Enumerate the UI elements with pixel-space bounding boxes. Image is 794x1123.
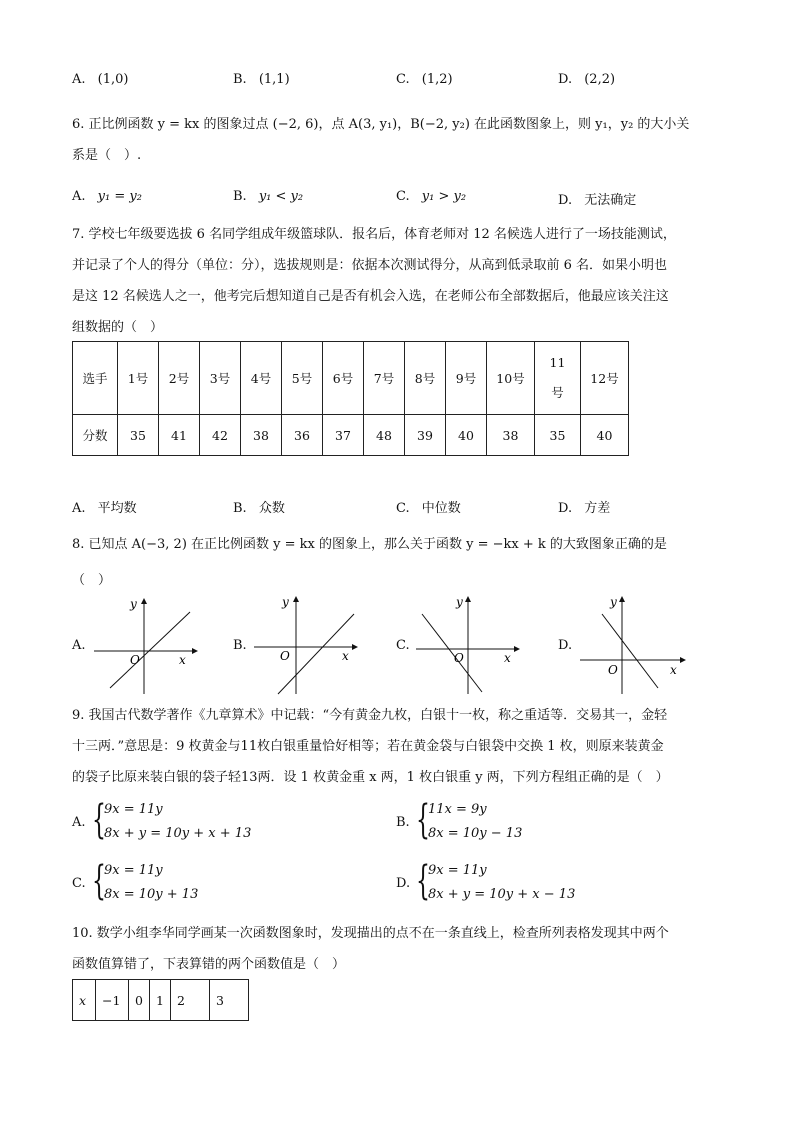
- y-axis-arrow: [619, 596, 625, 602]
- question-10-stem: [72, 918, 732, 980]
- cell-text: 11号: [549, 355, 566, 400]
- option-label: A.: [72, 815, 86, 830]
- brace-icon: {: [92, 797, 106, 843]
- q5-option-a[interactable]: [72, 72, 129, 87]
- question-8-stem: [72, 527, 732, 599]
- origin-label: O: [280, 649, 290, 663]
- option-label: D.: [558, 501, 573, 516]
- table-cell: 2: [171, 980, 210, 1021]
- option-value: y₁ = y₂: [97, 189, 142, 204]
- table-cell: 41: [159, 415, 200, 456]
- stem-line: 十三两．”意思是：9 枚黄金与11枚白银重量恰好相等；若在黄金袋与白银袋中交换 1 枚，则原来装黄金: [72, 739, 664, 754]
- q8-graph-b[interactable]: [252, 594, 362, 696]
- q8-option-a-label[interactable]: A.: [72, 638, 86, 653]
- equation: 8x + y = 10y + x + 13: [104, 826, 252, 841]
- q8-option-d-label[interactable]: D.: [558, 638, 573, 653]
- table-cell: 38: [241, 415, 282, 456]
- table-row: [73, 980, 249, 1021]
- x-label: x: [342, 649, 349, 663]
- option-value: 方差: [584, 501, 611, 516]
- x-label: x: [179, 653, 186, 667]
- x-label: x: [670, 663, 677, 677]
- option-label: C.: [396, 72, 410, 87]
- table-cell: 2号: [159, 342, 200, 415]
- q5-option-d[interactable]: [558, 72, 615, 87]
- x-axis-arrow: [352, 644, 358, 650]
- function-value-table: [72, 979, 249, 1021]
- option-label: C.: [396, 189, 410, 204]
- q7-option-d[interactable]: [558, 497, 610, 516]
- option-label: C.: [396, 501, 410, 516]
- equation: 9x = 11y: [104, 863, 163, 878]
- x-label: x: [504, 651, 511, 665]
- table-cell: 39: [405, 415, 446, 456]
- stem-line: （ ）: [72, 573, 112, 588]
- y-label: y: [282, 595, 289, 609]
- table-cell: 37: [323, 415, 364, 456]
- question-6-stem: [72, 109, 732, 171]
- y-axis-arrow: [293, 596, 299, 602]
- table-cell: 5号: [282, 342, 323, 415]
- table-cell: 3: [210, 980, 249, 1021]
- x-axis-arrow: [514, 646, 520, 652]
- stem-line: 并记录了个人的得分（单位：分），选拔规则是：依据本次测试得分，从高到低录取前 6 名．如果小明也: [72, 258, 668, 273]
- option-value: 平均数: [97, 501, 137, 516]
- q7-option-b[interactable]: [233, 497, 285, 516]
- option-label: D.: [558, 72, 573, 87]
- question-7-stem: [72, 219, 732, 343]
- equation: 9x = 11y: [104, 802, 163, 817]
- option-label: D.: [558, 193, 573, 208]
- stem-line: 函数值算错了，下表算错的两个函数值是（ ）: [72, 957, 346, 972]
- table-cell: −1: [96, 980, 129, 1021]
- q5-option-c[interactable]: [396, 72, 453, 87]
- stem-line: 组数据的（ ）: [72, 320, 164, 335]
- option-label: C.: [72, 876, 86, 891]
- option-value: (1,0): [97, 72, 129, 87]
- option-label: A.: [72, 501, 86, 516]
- x-axis-arrow: [680, 657, 686, 663]
- table-cell: 0: [129, 980, 150, 1021]
- q8-graph-a[interactable]: [92, 596, 202, 696]
- q8-option-b-label[interactable]: B.: [233, 638, 247, 653]
- option-label: B.: [396, 815, 410, 830]
- table-cell: 4号: [241, 342, 282, 415]
- q7-option-c[interactable]: [396, 497, 461, 516]
- q8-graph-d[interactable]: [578, 594, 690, 696]
- table-cell: 40: [446, 415, 487, 456]
- table-cell: 3号: [200, 342, 241, 415]
- x-axis-arrow: [192, 648, 198, 654]
- question-9-stem: [72, 700, 732, 793]
- y-label: y: [456, 595, 463, 609]
- y-label: y: [130, 597, 137, 611]
- table-cell: 6号: [323, 342, 364, 415]
- score-table: [72, 341, 629, 456]
- stem-line: 7. 学校七年级要选拔 6 名同学组成年级篮球队．报名后，体育老师对 12 名候选人进行了一场技能测试，: [72, 227, 676, 242]
- stem-line: 8. 已知点 A(−3, 2) 在正比例函数 y = kx 的图象上，那么关于函数 y = −kx + k 的大致图象正确的是: [72, 537, 667, 552]
- origin-label: O: [608, 663, 618, 677]
- table-cell: [535, 342, 581, 415]
- table-cell: 10号: [487, 342, 535, 415]
- option-value: y₁ < y₂: [258, 189, 304, 204]
- y-axis-arrow: [141, 598, 147, 604]
- table-cell: 12号: [581, 342, 629, 415]
- option-value: (1,1): [258, 72, 290, 87]
- table-cell: 42: [200, 415, 241, 456]
- function-line: [422, 614, 482, 692]
- option-label: B.: [233, 72, 247, 87]
- table-row: [73, 342, 629, 415]
- table-header-cell: x: [73, 980, 96, 1021]
- stem-line: 是这 12 名候选人之一，他考完后想知道自己是否有机会入选，在老师公布全部数据后，他最应该关注这: [72, 289, 669, 304]
- option-value: y₁ > y₂: [421, 189, 467, 204]
- option-label: B.: [233, 501, 247, 516]
- y-axis-arrow: [465, 596, 471, 602]
- stem-line: 10. 数学小组李华同学画某一次函数图象时，发现描出的点不在一条直线上，检查所列表格发现其中两个: [72, 926, 669, 941]
- q8-option-c-label[interactable]: C.: [396, 638, 410, 653]
- table-cell: 1: [150, 980, 171, 1021]
- q7-option-a[interactable]: [72, 497, 137, 516]
- equation: 8x = 10y − 13: [428, 826, 523, 841]
- brace-icon: {: [416, 858, 430, 904]
- equation: 8x = 10y + 13: [104, 887, 199, 902]
- q8-graph-c[interactable]: [414, 594, 524, 696]
- q6-option-b[interactable]: [233, 189, 303, 204]
- table-cell: 40: [581, 415, 629, 456]
- function-line: [110, 612, 190, 688]
- option-label: D.: [396, 876, 411, 891]
- table-header-cell: 分数: [73, 415, 118, 456]
- table-cell: 9号: [446, 342, 487, 415]
- table-cell: 48: [364, 415, 405, 456]
- equation: 11x = 9y: [428, 802, 487, 817]
- q6-option-d[interactable]: [558, 189, 636, 208]
- stem-line: 系是（ ）.: [72, 148, 142, 163]
- table-cell: 7号: [364, 342, 405, 415]
- table-header-cell: 选手: [73, 342, 118, 415]
- q6-option-c[interactable]: [396, 189, 466, 204]
- option-value: (2,2): [584, 72, 616, 87]
- equation: 9x = 11y: [428, 863, 487, 878]
- stem-line: 6. 正比例函数 y = kx 的图象过点 (−2, 6)，点 A(3, y₁)，B(−2, y₂) 在此函数图象上，则 y₁，y₂ 的大小关: [72, 117, 690, 132]
- table-cell: 35: [118, 415, 159, 456]
- option-label: A.: [72, 189, 86, 204]
- option-label: A.: [72, 72, 86, 87]
- option-value: 中位数: [421, 501, 461, 516]
- option-value: (1,2): [421, 72, 453, 87]
- option-value: 无法确定: [584, 193, 637, 208]
- table-cell: 38: [487, 415, 535, 456]
- q5-option-b[interactable]: [233, 72, 290, 87]
- option-value: 众数: [258, 501, 285, 516]
- brace-icon: {: [92, 858, 106, 904]
- q6-option-a[interactable]: [72, 189, 142, 204]
- equation: 8x + y = 10y + x − 13: [428, 887, 576, 902]
- origin-label: O: [454, 651, 464, 665]
- stem-line: 9. 我国古代数学著作《九章算术》中记载：“今有黄金九枚，白银十一枚，称之重适等．交易其一，金轻: [72, 708, 668, 723]
- option-label: B.: [233, 189, 247, 204]
- origin-label: O: [130, 653, 140, 667]
- brace-icon: {: [416, 797, 430, 843]
- y-label: y: [610, 595, 617, 609]
- table-cell: 35: [535, 415, 581, 456]
- table-row: [73, 415, 629, 456]
- table-cell: 1号: [118, 342, 159, 415]
- table-cell: 36: [282, 415, 323, 456]
- stem-line: 的袋子比原来装白银的袋子轻13两．设 1 枚黄金重 x 两，1 枚白银重 y 两，下列方程组正确的是（ ）: [72, 770, 669, 785]
- table-cell: 8号: [405, 342, 446, 415]
